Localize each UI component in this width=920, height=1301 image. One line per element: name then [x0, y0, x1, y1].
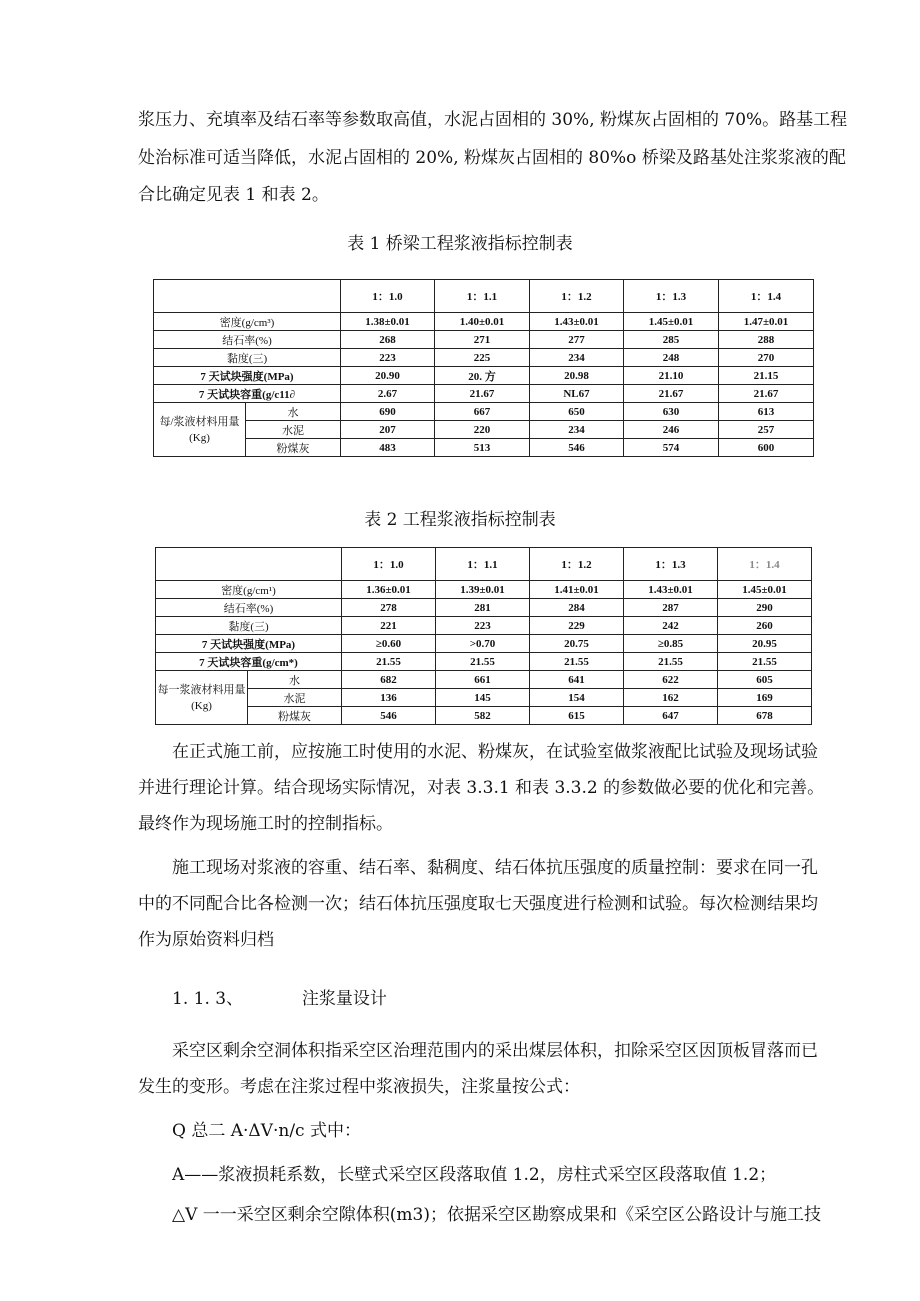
table-row — [154, 349, 814, 367]
cell: 667 — [435, 403, 530, 421]
section-number: 1. 1. 3、 — [172, 989, 244, 1009]
row-label: 结石率(%) — [156, 599, 342, 617]
cell: 1.40±0.01 — [435, 313, 530, 331]
cell: 546 — [530, 439, 624, 457]
row-label: 水 — [246, 403, 341, 421]
cell: 21.55 — [342, 653, 436, 671]
cell: 257 — [719, 421, 814, 439]
cell: 154 — [530, 689, 624, 707]
cell: 260 — [718, 617, 812, 635]
cell: 221 — [342, 617, 436, 635]
cell: 574 — [624, 439, 719, 457]
cell: 223 — [436, 617, 530, 635]
cell: 21.67 — [719, 385, 814, 403]
intro-line-1: 浆压力、充填率及结石率等参数取高值，水泥占固相的 30%, 粉煤灰占固相的 70%。路基工程 — [138, 110, 848, 130]
cell: 248 — [624, 349, 719, 367]
cell: >0.70 — [436, 635, 530, 653]
cell: 682 — [342, 671, 436, 689]
cell: 270 — [719, 349, 814, 367]
cell: 1.43±0.01 — [530, 313, 624, 331]
body-p2-line-1: 施工现场对浆液的容重、结石率、黏稠度、结石体抗压强度的质量控制：要求在同一孔 — [138, 858, 818, 878]
cell: ≥0.60 — [342, 635, 436, 653]
formula-line: Q 总二 A·ΔV·n/c 式中： — [172, 1121, 361, 1141]
table-row — [156, 689, 812, 707]
table1-header: 1：1.3 — [624, 280, 719, 313]
row-label: 粉煤灰 — [246, 439, 341, 457]
material-group-label: 每一浆液材料用量(Kg) — [156, 671, 248, 725]
body-p2-line-2: 中的不同配合比各检测一次；结石体抗压强度取七天强度进行检测和试验。每次检测结果均 — [138, 894, 818, 914]
row-label: 7 天试块容重(g/c11∂ — [154, 385, 341, 403]
table2-caption: 表 2 工程浆液指标控制表 — [364, 510, 556, 530]
body-p1-line-2: 并进行理论计算。结合现场实际情况，对表 3.3.1 和表 3.3.2 的参数做必要的优化和完善。 — [138, 778, 825, 798]
table1-header: 1：1.0 — [341, 280, 435, 313]
cell: 690 — [341, 403, 435, 421]
cell: 20.90 — [341, 367, 435, 385]
cell: 1.45±0.01 — [624, 313, 719, 331]
cell: 622 — [624, 671, 718, 689]
cell: 630 — [624, 403, 719, 421]
table-row — [156, 671, 812, 689]
cell: 21.67 — [624, 385, 719, 403]
table-row — [156, 707, 812, 725]
cell: 1.45±0.01 — [718, 581, 812, 599]
table2-header: 1：1.0 — [342, 548, 436, 581]
cell: 229 — [530, 617, 624, 635]
row-label: 7 天试块强度(MPa) — [156, 635, 342, 653]
table-row — [156, 599, 812, 617]
cell: 2.67 — [341, 385, 435, 403]
body-p2-line-3: 作为原始资料归档 — [138, 930, 274, 950]
cell: 290 — [718, 599, 812, 617]
cell: 678 — [718, 707, 812, 725]
table1-corner-cell — [154, 280, 341, 313]
cell: 483 — [341, 439, 435, 457]
cell: 287 — [624, 599, 718, 617]
cell: 278 — [342, 599, 436, 617]
cell: 225 — [435, 349, 530, 367]
cell: 650 — [530, 403, 624, 421]
cell: 21.55 — [718, 653, 812, 671]
cell: 288 — [719, 331, 814, 349]
table-row — [156, 581, 812, 599]
cell: 21.55 — [436, 653, 530, 671]
material-group-label: 每/浆液材料用量(Kg) — [154, 403, 246, 457]
cell: 145 — [436, 689, 530, 707]
definition-delta-v: △V 一一采空区剩余空隙体积(m3)；依据采空区勘察成果和《采空区公路设计与施工技 — [172, 1205, 821, 1225]
table1-header-row — [154, 280, 814, 313]
cell: 234 — [530, 421, 624, 439]
cell: 546 — [342, 707, 436, 725]
intro-line-2: 处治标准可适当降低，水泥占固相的 20%, 粉煤灰占固相的 80%o 桥梁及路基处注浆浆液的配 — [138, 148, 846, 168]
row-label: 密度(g/cm³) — [154, 313, 341, 331]
table2-header-row — [156, 548, 812, 581]
cell: 1.39±0.01 — [436, 581, 530, 599]
cell: 1.47±0.01 — [719, 313, 814, 331]
cell: 271 — [435, 331, 530, 349]
cell: 513 — [435, 439, 530, 457]
cell: 21.15 — [719, 367, 814, 385]
cell: 277 — [530, 331, 624, 349]
table-row — [156, 653, 812, 671]
cell: 1.38±0.01 — [341, 313, 435, 331]
cell: 21.55 — [624, 653, 718, 671]
table-row — [154, 439, 814, 457]
row-label: 水泥 — [246, 421, 341, 439]
cell: 605 — [718, 671, 812, 689]
cell: 613 — [719, 403, 814, 421]
table1-header: 1：1.1 — [435, 280, 530, 313]
table2-corner-cell — [156, 548, 342, 581]
cell: 136 — [342, 689, 436, 707]
cell: 169 — [718, 689, 812, 707]
table2-header: 1：1.1 — [436, 548, 530, 581]
cell: 246 — [624, 421, 719, 439]
body-p1-line-3: 最终作为现场施工时的控制指标。 — [138, 814, 393, 834]
cell: 600 — [719, 439, 814, 457]
cell: 1.43±0.01 — [624, 581, 718, 599]
cell: 207 — [341, 421, 435, 439]
table-row — [154, 313, 814, 331]
cell: 615 — [530, 707, 624, 725]
intro-line-3: 合比确定见表 1 和表 2。 — [138, 185, 329, 205]
cell: 223 — [341, 349, 435, 367]
cell: 20. 方 — [435, 367, 530, 385]
row-label: 7 天试块强度(MPa) — [154, 367, 341, 385]
cell: 242 — [624, 617, 718, 635]
definition-a: A——浆液损耗系数，长壁式采空区段落取值 1.2，房柱式采空区段落取值 1.2； — [172, 1165, 777, 1185]
table-row — [154, 385, 814, 403]
cell: 20.95 — [718, 635, 812, 653]
cell: 647 — [624, 707, 718, 725]
cell: 281 — [436, 599, 530, 617]
table2-header: 1：1.3 — [624, 548, 718, 581]
row-label: 密度(g/cm¹) — [156, 581, 342, 599]
cell: 21.67 — [435, 385, 530, 403]
body-p3-line-1: 采空区剩余空洞体积指采空区治理范围内的采出煤层体积，扣除采空区因顶板冒落而已 — [138, 1041, 818, 1061]
row-label: 7 天试块容重(g/cm*) — [156, 653, 342, 671]
row-label: 水泥 — [248, 689, 342, 707]
row-label: 黏度(三) — [156, 617, 342, 635]
cell: 582 — [436, 707, 530, 725]
cell: 661 — [436, 671, 530, 689]
table-row — [156, 617, 812, 635]
table2-header: 1：1.4 — [718, 548, 812, 581]
cell: 220 — [435, 421, 530, 439]
cell: ≥0.85 — [624, 635, 718, 653]
cell: NL67 — [530, 385, 624, 403]
cell: 21.55 — [530, 653, 624, 671]
section-title: 注浆量设计 — [301, 989, 387, 1009]
cell: 21.10 — [624, 367, 719, 385]
row-label: 结石率(%) — [154, 331, 341, 349]
cell: 1.36±0.01 — [342, 581, 436, 599]
cell: 285 — [624, 331, 719, 349]
cell: 234 — [530, 349, 624, 367]
cell: 20.75 — [530, 635, 624, 653]
cell: 162 — [624, 689, 718, 707]
table1-caption: 表 1 桥梁工程浆液指标控制表 — [347, 234, 573, 254]
body-p1-line-1: 在正式施工前，应按施工时使用的水泥、粉煤灰，在试验室做浆液配比试验及现场试验 — [138, 742, 818, 762]
cell: 20.98 — [530, 367, 624, 385]
cell: 284 — [530, 599, 624, 617]
table-row — [154, 367, 814, 385]
table-row — [154, 331, 814, 349]
table-row — [154, 421, 814, 439]
cell: 641 — [530, 671, 624, 689]
table1-header: 1：1.2 — [530, 280, 624, 313]
section-heading — [172, 982, 872, 1017]
table1-header: 1：1.4 — [719, 280, 814, 313]
table-row — [156, 635, 812, 653]
row-label: 水 — [248, 671, 342, 689]
table2 — [155, 547, 812, 725]
body-p3-line-2: 发生的变形。考虑在注浆过程中浆液损失，注浆量按公式： — [138, 1077, 580, 1097]
table1 — [153, 279, 814, 457]
cell: 268 — [341, 331, 435, 349]
row-label: 黏度(三) — [154, 349, 341, 367]
table2-header: 1：1.2 — [530, 548, 624, 581]
row-label: 粉煤灰 — [248, 707, 342, 725]
cell: 1.41±0.01 — [530, 581, 624, 599]
table-row — [154, 403, 814, 421]
